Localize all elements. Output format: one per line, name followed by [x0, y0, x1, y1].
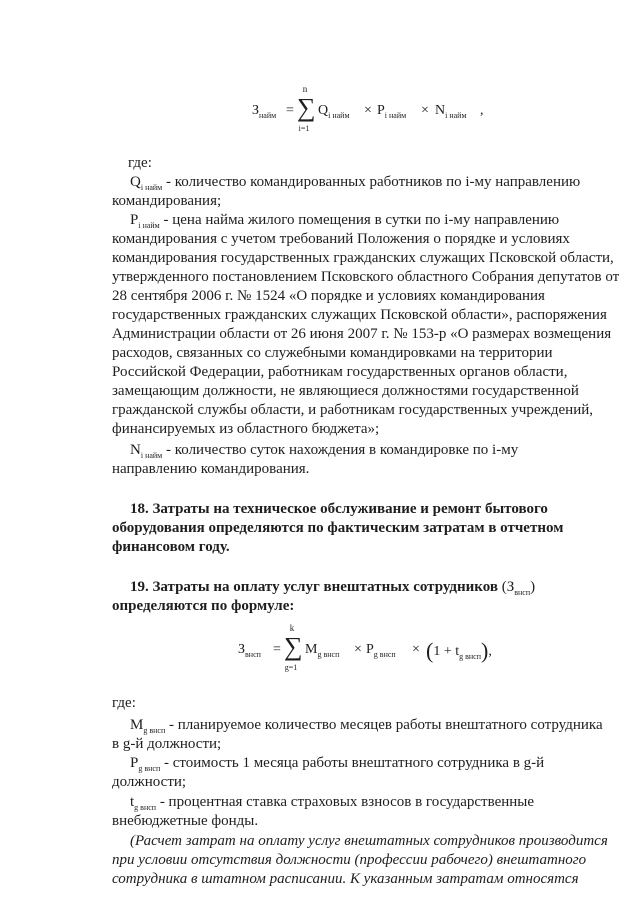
symbol-q: $Q_{i найм}$ [130, 174, 163, 192]
formula-eq: = [286, 103, 294, 118]
formula-term-n: $N_{i найм}$ [435, 103, 467, 120]
times-sign: × [421, 103, 429, 118]
sum-lower: i=1 [298, 124, 310, 133]
sum-upper: k [289, 623, 295, 633]
formula-eq: = [273, 642, 281, 657]
paragraph-line: гражданской службы области, и работникам государственных учреждений, [112, 402, 593, 418]
section-19-heading: 19. Затраты на оплату услуг внештатных сотрудников $(З_{внсп})$ [130, 579, 536, 597]
formula-lhs: $З_{внсп}$ [238, 642, 261, 659]
section-18-line: финансовом году. [112, 539, 230, 555]
paragraph-line: государственных гражданских служащих Псковской области», распоряжения [112, 307, 607, 323]
where-label: где: [128, 155, 152, 171]
note-line: (Расчет затрат на оплату услуг внештатных сотрудников производится [130, 833, 608, 849]
sum-upper: n [302, 84, 308, 94]
paragraph-line: 28 сентября 2006 г. № 1524 «О порядке и условиях командирования [112, 288, 545, 304]
definition-n: $N_{i найм}$ - количество суток нахождения в командировке по i-му [130, 442, 519, 460]
times-sign: × [354, 642, 362, 657]
sum-lower: g=1 [284, 663, 298, 672]
sum-sign: ∑ [297, 93, 316, 122]
section-19-line: определяются по формуле: [112, 598, 295, 614]
paragraph-line: финансируемых из областного бюджета»; [112, 421, 380, 437]
symbol-z-vnsp: $(З_{внсп})$ [501, 579, 536, 597]
formula-paren-group: $(1 + t_{g внсп})$, [426, 638, 492, 663]
definition-t-cont: внебюджетные фонды. [112, 813, 259, 829]
paragraph-line: расходов, связанных со служебными командировками на территории [112, 345, 553, 361]
definition-p: $P_{i найм}$ - цена найма жилого помещения в сутки по i-му направлению [130, 212, 560, 230]
definition-t: $t_{g внсп}$ - процентная ставка страховых взносов в государственные [130, 794, 535, 812]
definition-m: $M_{g внсп}$ - планируемое количество месяцев работы внештатного сотрудника [130, 717, 603, 735]
definition-pg: $P_{g внсп}$ - стоимость 1 месяца работы внештатного сотрудника в g-й [130, 755, 545, 773]
formula-term-m: $M_{g внсп}$ [305, 642, 340, 659]
paragraph-line: замещающим должности, не являющиеся должностями государственной [112, 383, 579, 399]
where-label: где: [112, 695, 136, 711]
paragraph-line: Администрации области от 26 июня 2007 г. № 153-р «О размерах возмещения [112, 326, 612, 342]
formula-comma: , [480, 103, 484, 118]
definition-q: $Q_{i найм}$ - количество командированных работников по i-му направлению [130, 174, 581, 192]
definition-m-cont: в g-й должности; [112, 736, 222, 752]
times-sign: × [364, 103, 372, 118]
section-18-line: оборудования определяются по фактическим затратам в отчетном [112, 520, 564, 536]
definition-q-cont: командирования; [112, 193, 222, 209]
symbol-n: $N_{i найм}$ [130, 442, 163, 460]
paragraph-line: утвержденного постановлением Псковского областного Собрания депутатов от [112, 269, 620, 285]
formula-term-p: $P_{i найм}$ [377, 103, 407, 120]
times-sign: × [412, 642, 420, 657]
sum-sign: ∑ [284, 632, 303, 661]
paragraph-line: Российской Федерации, работникам государственных органов области, [112, 364, 568, 380]
symbol-pg: $P_{g внсп}$ [130, 755, 161, 773]
definition-pg-cont: должности; [112, 774, 187, 790]
paragraph-line: командирования государственных гражданских служащих Псковской области, [112, 250, 614, 266]
section-18-heading: 18. Затраты на техническое обслуживание и ремонт бытового [130, 501, 548, 517]
symbol-t: $t_{g внсп}$ [130, 794, 157, 812]
definition-n-cont: направлению командирования. [112, 461, 310, 477]
formula-term-p: $P_{g внсп}$ [366, 642, 396, 659]
symbol-p: $P_{i найм}$ [130, 212, 160, 230]
formula-term-q: $Q_{i найм}$ [318, 103, 350, 120]
symbol-m: $M_{g внсп}$ [130, 717, 166, 735]
paragraph-line: командирования с учетом требований Положения о порядке и условиях [112, 231, 570, 247]
formula-lhs: $З_{найм}$ [252, 103, 277, 120]
note-line: сотрудника в штатном расписании. К указанным затратам относятся [112, 871, 579, 887]
note-line: при условии отсутствия должности (профессии рабочего) внештатного [112, 852, 587, 868]
